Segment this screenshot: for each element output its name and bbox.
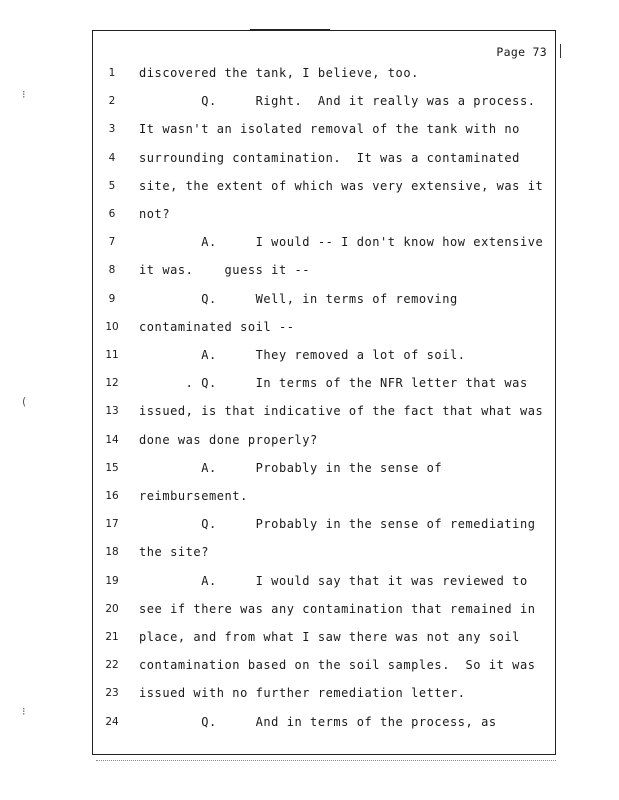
transcript-line: done was done properly? (139, 432, 318, 447)
margin-mark: ⁝ (22, 705, 26, 718)
transcript-line: contaminated soil -- (139, 319, 295, 334)
transcript-line: contamination based on the soil samples. So it was (139, 658, 536, 673)
transcript-line: . Q. In terms of the NFR letter that was (139, 376, 528, 391)
line-number: 17 (105, 518, 119, 531)
transcript-line: it was. guess it -- (139, 263, 311, 278)
line-number: 18 (105, 546, 119, 559)
line-number: 2 (108, 95, 116, 108)
transcript-page (92, 30, 556, 755)
transcript-line: issued with no further remediation letter. (139, 686, 466, 701)
transcript-line: Q. Well, in terms of removing (139, 291, 458, 306)
transcript-line: A. I would -- I don't know how extensive (139, 235, 544, 250)
transcript-line: A. I would say that it was reviewed to (139, 573, 528, 588)
line-number: 4 (108, 151, 116, 164)
line-number: 23 (105, 687, 119, 700)
transcript-line: A. They removed a lot of soil. (139, 348, 466, 362)
transcript-line: discovered the tank, I believe, too. (139, 66, 419, 80)
margin-stub (556, 44, 561, 58)
transcript-line: reimbursement. (139, 489, 248, 503)
line-number: 7 (108, 236, 116, 249)
line-number: 9 (108, 292, 116, 305)
line-number: 12 (105, 377, 119, 390)
margin-mark: ( (22, 395, 27, 408)
transcript-line: surrounding contamination. It was a contaminated (139, 150, 520, 165)
line-number: 21 (105, 631, 119, 643)
transcript-line: not? (139, 207, 171, 221)
transcript-line: It wasn't an isolated removal of the tank with no (139, 122, 520, 137)
line-number: 15 (105, 461, 119, 474)
transcript-line: the site? (139, 545, 209, 560)
page-number: Page 73 (496, 45, 547, 59)
transcript-line: issued, is that indicative of the fact that what was (139, 404, 544, 419)
transcript-line: see if there was any contamination that remained in (139, 601, 536, 616)
transcript-line: A. Probably in the sense of (139, 460, 443, 475)
line-number: 6 (108, 208, 116, 220)
transcript-line: place, and from what I saw there was not any soil (139, 630, 520, 644)
transcript-line: Q. Right. And it really was a process. (139, 94, 536, 109)
line-number: 20 (105, 602, 119, 615)
line-number: 22 (105, 659, 119, 672)
margin-mark: ⁝ (22, 88, 26, 101)
line-number: 19 (105, 574, 119, 587)
line-number: 11 (105, 349, 119, 361)
line-number: 5 (108, 179, 116, 192)
line-number: 16 (105, 490, 119, 502)
line-number: 8 (108, 264, 116, 277)
line-number: 24 (105, 715, 119, 728)
line-number: 3 (108, 123, 116, 136)
line-number: 10 (105, 320, 119, 333)
transcript-line: Q. And in terms of the process, as (139, 714, 497, 729)
transcript-line: Q. Probably in the sense of remediating (139, 517, 536, 532)
page-footer (96, 760, 556, 769)
line-number: 13 (105, 405, 119, 418)
line-number: 14 (105, 433, 119, 446)
transcript-line: site, the extent of which was very extensive, was it (139, 178, 544, 193)
line-number: 1 (108, 67, 116, 79)
